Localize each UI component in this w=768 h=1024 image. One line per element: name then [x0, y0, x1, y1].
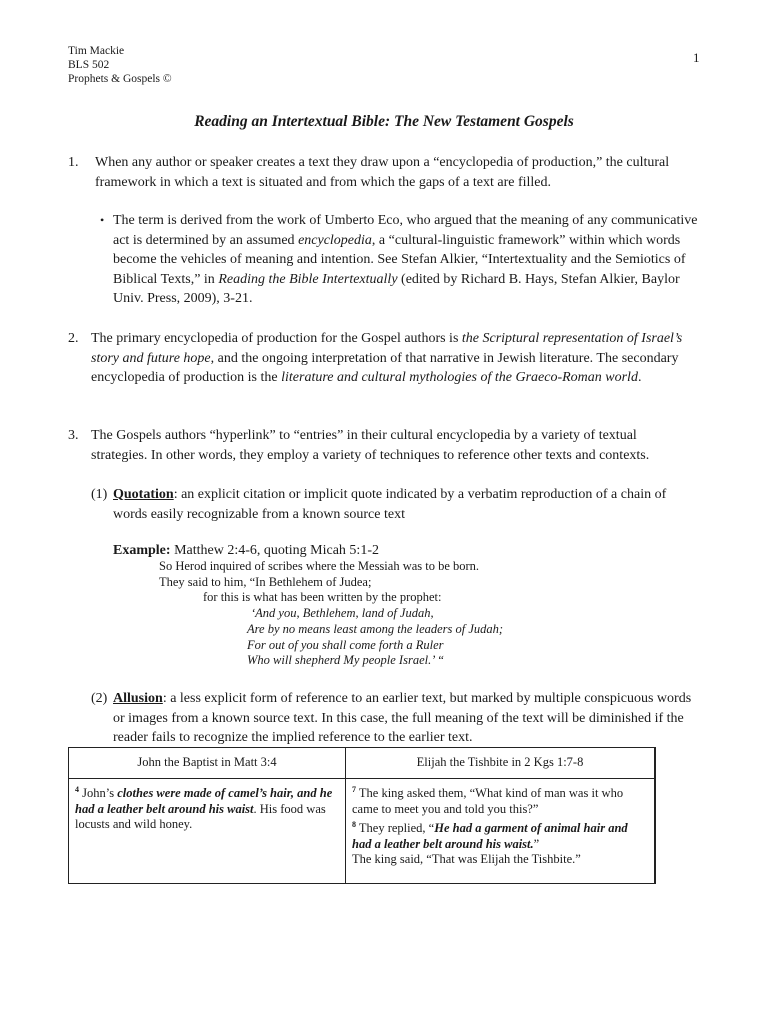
sub-item-text: Allusion: a less explicit form of reference to an earlier text, but marked by multiple conspicuous words or images from a known source text. In this case, the full meaning of the text will be diminished if the reader fails to recognize the implied reference to the earlier text. [113, 691, 692, 745]
bullet-text: The term is derived from the work of Umberto Eco, who argued that the meaning of any communicative act is determined by an assumed encyclopedia, a “cultural-linguistic framework” within which words become the vehicles of meaning and intention. See Stefan Alkier, “Intertextuality and the Semiotics of Biblical Texts,” in Reading the Bible Intertextually (edited by Richard B. Hays, Stefan Alkier, Baylor Univ. Press, 2009), 3-21. [113, 213, 698, 306]
example-line: They said to him, “In Bethlehem of Judea; [159, 575, 372, 589]
item-number: 2. [68, 331, 79, 346]
bullet-icon: • [100, 213, 105, 227]
author-name: Tim Mackie [68, 45, 125, 57]
item-text: The Gospels authors “hyperlink” to “entries” in their cultural encyclopedia by a variety of textual strategies. In other words, they employ a variety of techniques to reference other texts and contexts. [91, 428, 650, 463]
course-title: Prophets & Gospels © [68, 73, 172, 85]
item-number: 3. [68, 428, 79, 443]
quote-line: For out of you shall come forth a Ruler [247, 638, 444, 652]
item-number: 1. [68, 155, 79, 170]
table-cell-matthew: $^4$ John’s clothes were made of camel’s hair, and he had a leather belt around his waist. His food was locusts and wild honey. [69, 779, 346, 884]
item-text: When any author or speaker creates a text they draw upon a “encyclopedia of production,” the cultural framework in which a text is situated and from which the gaps of a text are filled. [95, 155, 670, 190]
comparison-table [68, 747, 656, 884]
quote-line: Are by no means least among the leaders of Judah; [247, 622, 504, 636]
table-header-cell: John the Baptist in Matt 3:4 [69, 748, 346, 779]
table-header-row [69, 748, 656, 779]
page-number: 1 [693, 50, 700, 65]
quote-line: Who will shepherd My people Israel.’ “ [247, 653, 445, 667]
table-header-cell: Elijah the Tishbite in 2 Kgs 1:7-8 [346, 748, 656, 779]
example-heading: Example: Matthew 2:4-6, quoting Micah 5:1-2 [113, 543, 379, 558]
example-line: So Herod inquired of scribes where the Messiah was to be born. [159, 559, 480, 573]
sub-item-number: (1) [91, 487, 108, 502]
quote-line: ‘And you, Bethlehem, land of Judah, [251, 606, 434, 620]
example-line: for this is what has been written by the prophet: [203, 590, 442, 604]
sub-item-number: (2) [91, 691, 108, 706]
table-cell-kings: $^7$ The king asked them, “What kind of man was it who came to meet you and told you this?” $^8$ They replied, “He had a garment of animal hair and had a leather belt around his waist.” The king said, “That was Elijah the Tishbite.” [346, 779, 656, 884]
sub-item-text: Quotation: an explicit citation or implicit quote indicated by a verbatim reproduction of a chain of words easily recognizable from a known source text [113, 487, 667, 522]
table-row [69, 779, 656, 884]
item-text: The primary encyclopedia of production for the Gospel authors is the Scriptural representation of Israel’s story and future hope, and the ongoing interpretation of that narrative in Jewish literature. The secondary encyclopedia of production is the literature and cultural mythologies of the Graeco-Roman world. [91, 331, 683, 385]
course-code: BLS 502 [68, 59, 110, 71]
document-title: Reading an Intertextual Bible: The New Testament Gospels [194, 113, 574, 130]
page-header [68, 44, 172, 86]
